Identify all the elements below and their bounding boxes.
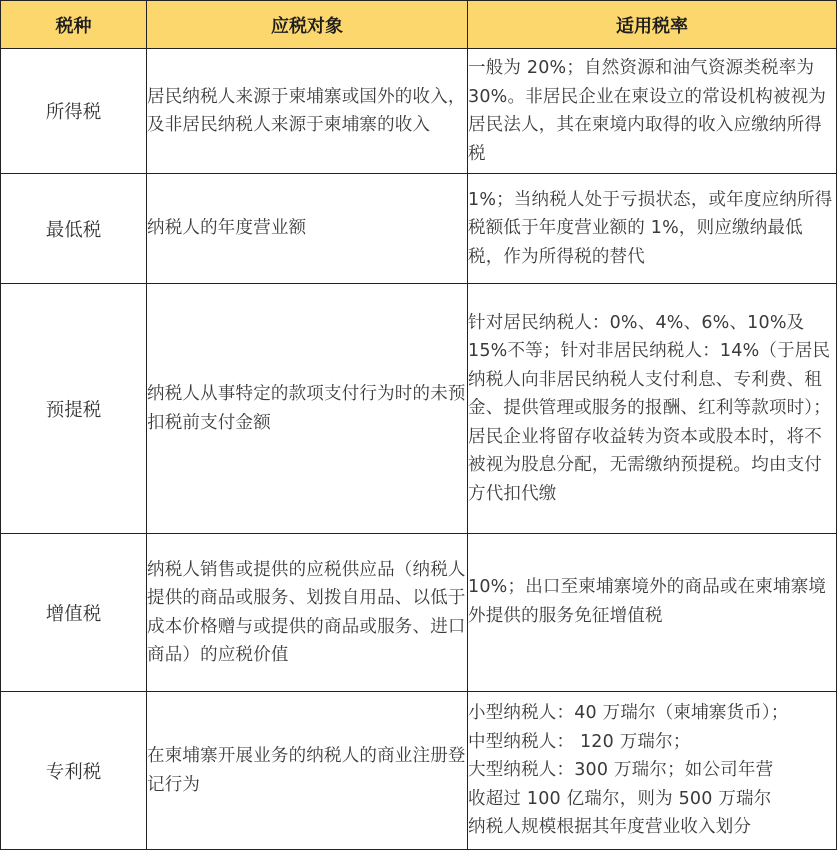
table-row-income-tax xyxy=(1,49,837,174)
rate-line: 纳税人规模根据其年度营业收入划分 xyxy=(468,817,752,838)
table-row-patent-tax xyxy=(1,692,837,850)
table-row-withholding-tax xyxy=(1,284,837,534)
table-row-vat xyxy=(1,534,837,692)
rate-line: 大型纳税人：300 万瑞尔；如公司年营 xyxy=(468,760,774,781)
rate-line: 小型纳税人：40 万瑞尔（柬埔寨货币）； xyxy=(468,703,789,724)
rate-cell: 针对居民纳税人：0%、4%、6%、10%及15%不等；针对非居民纳税人：14%（于居民纳税人向非居民纳税人支付利息、专利费、租金、提供管理或服务的报酬、红利等款项时）；居民企业将留存收益转为资本或股本时，将不被视为股息分配，无需缴纳预提税。均由支付方代扣代缴 xyxy=(468,284,837,534)
rate-cell: 一般为 20%；自然资源和油气资源类税率为 30%。非居民企业在柬设立的常设机构被视为居民法人，其在柬境内取得的收入应缴纳所得税 xyxy=(468,49,837,174)
taxable-object-cell: 在柬埔寨开展业务的纳税人的商业注册登记行为 xyxy=(147,692,468,850)
taxable-object-cell: 纳税人从事特定的款项支付行为时的未预扣税前支付金额 xyxy=(147,284,468,534)
rate-line: 收超过 100 亿瑞尔，则为 500 万瑞尔 xyxy=(468,788,772,809)
rate-cell xyxy=(468,692,837,850)
rate-cell: 10%；出口至柬埔寨境外的商品或在柬埔寨境外提供的服务免征增值税 xyxy=(468,534,837,692)
header-tax-type: 税种 xyxy=(1,1,147,49)
tax-type-cell: 最低税 xyxy=(1,174,147,284)
rate-cell: 1%；当纳税人处于亏损状态，或年度应纳所得税额低于年度营业额的 1%，则应缴纳最低税，作为所得税的替代 xyxy=(468,174,837,284)
tax-type-cell: 增值税 xyxy=(1,534,147,692)
table-header-row xyxy=(1,1,837,49)
taxable-object-cell: 居民纳税人来源于柬埔寨或国外的收入，及非居民纳税人来源于柬埔寨的收入 xyxy=(147,49,468,174)
rate-line: 中型纳税人： 120 万瑞尔； xyxy=(468,731,691,752)
tax-type-cell: 所得税 xyxy=(1,49,147,174)
tax-type-cell: 预提税 xyxy=(1,284,147,534)
table-row-minimum-tax xyxy=(1,174,837,284)
header-rate: 适用税率 xyxy=(468,1,837,49)
taxable-object-cell: 纳税人销售或提供的应税供应品（纳税人提供的商品或服务、划拨自用品、以低于成本价格赠与或提供的商品或服务、进口商品）的应税价值 xyxy=(147,534,468,692)
header-taxable-object: 应税对象 xyxy=(147,1,468,49)
tax-type-cell: 专利税 xyxy=(1,692,147,850)
taxable-object-cell: 纳税人的年度营业额 xyxy=(147,174,468,284)
